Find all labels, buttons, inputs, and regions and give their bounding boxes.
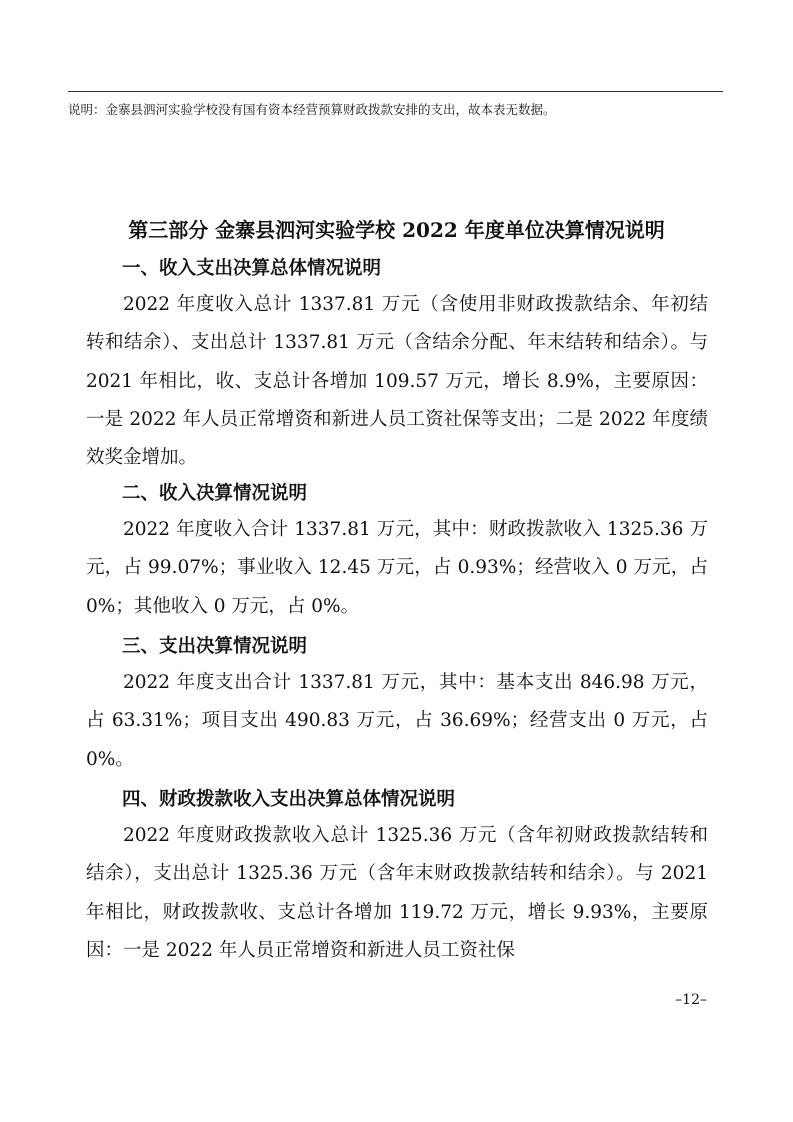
table-note: 说明：金寨县泗河实验学校没有国有资本经营预算财政拨款安排的支出，故本表无数据。 [68, 102, 556, 117]
page-number: –12– [675, 992, 707, 1008]
paragraph-income-expense-overview: 2022 年度收入总计 1337.81 万元（含使用非财政拨款结余、年初结转和结余）、支出总计 1337.81 万元（含结余分配、年末结转和结余）。与 2021 年相比，收、支总计各增加 109.57 万元，增长 8.9%，主要原因：一是 2022 年人员正常增资和新进人员工资社保等支出；二是 2022 年度绩效奖金增加。 [86, 294, 708, 469]
section-heading-fiscal-appropriation: 四、财政拨款收入支出决算总体情况说明 [122, 789, 456, 810]
section-heading-expense: 三、支出决算情况说明 [122, 636, 308, 657]
section-heading-income: 二、收入决算情况说明 [122, 483, 308, 504]
paragraph-fiscal-appropriation: 2022 年度财政拨款收入总计 1325.36 万元（含年初财政拨款结转和结余），支出总计 1325.36 万元（含年末财政拨款结转和结余）。与 2021 年相比，财政拨款收、支总计各增加 119.72 万元，增长 9.93%，主要原因：一是 2022 年人员正常增资和新进人员工资社保 [86, 825, 708, 961]
part-title: 第三部分 金寨县泗河实验学校 2022 年度单位决算情况说明 [128, 218, 665, 242]
header-rule [68, 91, 723, 92]
paragraph-income: 2022 年度收入合计 1337.81 万元，其中：财政拨款收入 1325.36 万元，占 99.07%；事业收入 12.45 万元，占 0.93%；经营收入 0 万元，占 0%；其他收入 0 万元，占 0%。 [86, 519, 708, 617]
paragraph-expense: 2022 年度支出合计 1337.81 万元，其中：基本支出 846.98 万元，占 63.31%；项目支出 490.83 万元，占 36.69%；经营支出 0 万元，占 0%。 [86, 672, 708, 770]
section-heading-income-expense-overview: 一、收入支出决算总体情况说明 [122, 258, 382, 279]
